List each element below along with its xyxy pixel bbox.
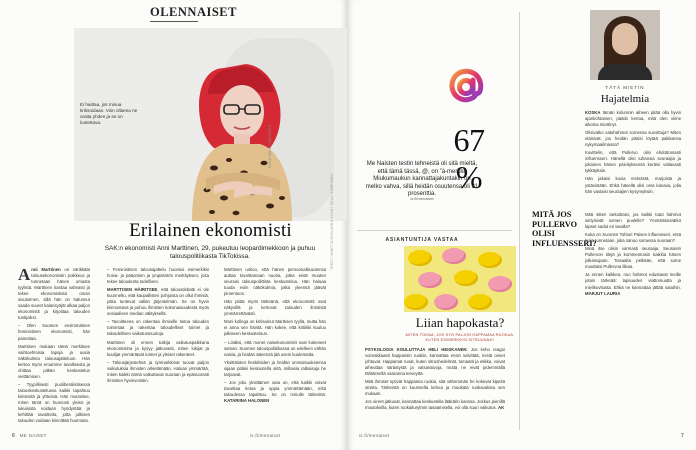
column-paragraph: KOSKA tämän kolumnin aiheen pitää olla hyvin ajankohtainen, päätin kertoa, mitä olen viime aikoina miettinyt.: [585, 110, 681, 128]
column-title: Hajatelmia: [600, 93, 650, 105]
section-rule: [150, 21, 198, 22]
column-kicker: TÄTÄ MIETIN: [605, 85, 645, 90]
pull-quote: MITÄ JOS PULLERVO OLISI INFLUENSSERI?: [532, 210, 597, 248]
column-paragraph: Minä itse olisin varmasti seuraaja. Seuraisin Pullervon tilejä ja kommentoisin kaikkia hänen julkaisujaan. Toisaalta pelkään, että some muuttaisi Pullervoa liikaa.: [585, 246, 681, 270]
article-column-1: [18, 267, 90, 425]
lemon-icon: [418, 272, 442, 288]
answer-signature: AK: [498, 405, 505, 411]
article-column-2: [107, 267, 209, 425]
percentage-figure: 67 %: [453, 122, 485, 195]
question-title: Liian hapokasta?: [415, 315, 505, 330]
author-signature: KATARIINA HALONEN: [224, 397, 270, 403]
column-paragraph: Anni Marttinen on värikkäät talousekonomistin poikkeus ja tunnetaan hänen omasta tyylistä. Marttinen kantaa vahvasti ja tekee ekonomistista oman sivutoimen, sillä hän on halunnut saada suuret kalansyöjät alkaa paljon ekonomistit ja kirjoittaa talouden tuntijoiksi.: [18, 267, 90, 321]
column-paragraph: – Talousjärjestelmä ja työmarkkinat tuovat paljon vaikutuksia ihmisten arkielämään. Haluan ymmärtää, miten kaikki nämä vaikuttavat suoraan ja epäsuorasti ihmisten hyvinvointiin.: [107, 359, 209, 383]
lemon-illustration: [404, 246, 516, 312]
column-divider: [519, 12, 520, 430]
photo-caption: Ei haittaa, jos minua kritisoidaan. Voin ollaena ne oraita yhden ja se on luotettava.: [80, 102, 138, 125]
folio-url-left: is.fi/menaiset: [250, 433, 281, 438]
question-subtitle: MITEN TOIMIA, JOS SYÖ PALJON HAPPAMAA RUOKAA, KUTEN ESIMERKIKSI SITRUUNAA?: [405, 333, 515, 342]
at-sign-icon: [442, 63, 490, 111]
percentage-text: Me Naisten testin tehneistä oli sitä mieltä, että tämä tässä, @, on ”á-merkki. Miukumaukun kannattajakuntakin on melko vahva, sillä heidän osuutensa oli 31 prosenttia.: [365, 161, 479, 197]
article-headline: Erilainen ekonomisti: [129, 220, 292, 241]
column-paragraph: PSYKOLOGIA KOULUTTAJA HELI HEISKANEN: Jos keho reagoi voimakkaasti happamiin ruokiin, kannattaa ensin selvittää, mistä oireet johtuvat. Happamat ruoat, kuten sitrushedelmät, tomaatit ja etikka, voivat aiheuttaa närästystä ja vatsavaivoja, mutta ne eivät pidemmällä tähtäimellä vaaranna terveyttä.: [365, 347, 505, 377]
left-page: [0, 0, 347, 450]
column-paragraph: Kuvittelin, että Pullervo olisi ehdottomasti influensseri. Hänellä olisi tuhansia seuraajia ja jokainen hänen päivityksensä keräisi valtavasti tykkäyksiä.: [585, 150, 681, 174]
columnist-photo: [590, 10, 660, 80]
column-paragraph: Hän pitää myös tärkeänä, että ekonomistit ovat näkyvillä ja kertovat talouden ilmiöistä ymmärrettävästi.: [224, 299, 326, 317]
lemon-icon: [434, 294, 458, 310]
column-paragraph: – Jos joku yksittäinen asia on, että kaikki voivat tavoittaa tietoa ja oppia ymmärtämään, mitä taloudessa tapahtuu. Se on minulle tärkeintä. KATARIINA HALONEN: [224, 379, 326, 403]
essay-signature: MARJUT LAURIA: [585, 290, 621, 296]
column-paragraph: MARTTISEN HÄIRITSEE, että talousdebatti ei ole kuunneltu, että kaupallisten pohjoista on ollut ihmisiä, jotka tuntevat vallan järjestelmän. Se on hyvin kiinnostava ja puhuu ihmisten kokonaisuudesta myös sosiaalisen median välityksellä.: [107, 287, 209, 317]
column-paragraph: – Lisäksi, että monet naisekonomistit ovat kokeneet saman. Suomen talouspolitiikassa on edelleen vähän naisia, ja heidän äänensä jää usein kuulematta.: [224, 339, 326, 357]
right-page: [347, 0, 696, 450]
lemon-icon: [478, 252, 502, 268]
drop-cap: A: [18, 267, 31, 284]
essay-bottom: [585, 212, 681, 427]
lemon-icon: [488, 276, 512, 292]
folio-left: 6 ME NAISET: [12, 433, 47, 439]
column-paragraph: – Tavoitteena on rakentaa ihmisille tietoa talouden toimintaa ja rakentaa taloudelliset toimet ja taloudellisen vaikutusmuotoja.: [107, 319, 209, 337]
side-credit: TEKSTI MARTTA KOIVUNEN KUVAT NELLI KAMPINEN: [330, 173, 334, 270]
column-paragraph: Yksittäisten henkilöiden ja heidän ominaisuuksiensa sijaan pitäisi keskustella siitä, millaisia ratkaisuja he tarjoavat.: [224, 359, 326, 377]
column-paragraph: Kuka on Suomen Tohtori Paisen influensseri, entä kuka tunnetaan, joka sanoo somessa suoraan?: [585, 232, 681, 244]
folio-url-right: is.fi/menaiset: [359, 433, 390, 438]
percentage-source: is.fi/menaiset: [410, 196, 434, 201]
lemon-icon: [408, 250, 432, 266]
lemon-icon: [404, 294, 428, 310]
section-label: OLENNAISET: [150, 5, 237, 19]
lemon-icon: [454, 270, 478, 286]
column-paragraph: Mitä sitten tarkoittaisi, jos kaikki tutut hahmot siirtyisivät somen puolelle? Ymmärtäisivätkö lapset sadut eri tavalla?: [585, 212, 681, 230]
column-paragraph: Hän jakaisi kuvia metsästä, marjoista ja ystävistään. Ehkä hänellä olisi oma kanava, jolla hän vastaisi seuraajien kysymyksiin.: [585, 176, 681, 194]
column-paragraph: Marttinen oli ennen tutkija vaikutuspaikkana ekonomistina ja kysyy jatkuvasti, miten lukijat ja kuulijat ymmärtävät toimet ja yleiset rakenteet.: [107, 339, 209, 357]
column-paragraph: Moni kollega on kritisoinut Marttisen tyyliä, mutta hän ei anna sen häiritä. Hän kokee, että kritiikki kuuluu julkiseen keskusteluun.: [224, 319, 326, 337]
folio-right: 7: [681, 433, 685, 439]
article-subhead: SAK:n ekonomisti Anni Marttinen, 29, pukeutuu leopardimekkoon ja puhuu talouspolitiikasta TikTokissa.: [104, 245, 316, 260]
column-paragraph: Jos oireet jatkuvat, kannattaa keskustella lääkärin kanssa. Joskus pienillä muutoksilla, kuten ruokailurytmin tasaamisella, voi olla suuri vaikutus. AK: [365, 399, 505, 411]
column-paragraph: Ja ennen kaikkea, nuo hahmot edustavat meille jotain tärkeää: lapsuuden viattomuutta ja mielikuvitusta. Ehkä ne kannattaa jättää satuihin. MARJUT LAURIA: [585, 272, 681, 296]
column-paragraph: Mitä ihmiset syövät happamia ruokia, sitä vähemmän he kokevat kipeitä oireita. Tärkeintä on kuunnella kehoa ja muokata ruokavaliota sen mukaan.: [365, 379, 505, 397]
column-paragraph: Olisivatko satuhahmot somessa suosittuja? Miten eläisivät, jos heidän pitäisi löytää paikkansa nykymaailmassa?: [585, 130, 681, 148]
lemon-icon: [442, 248, 466, 264]
column-paragraph: Marttinen mukaan tämä merkitsee vaihtoehtoisia tapoja ja uusia näkökulmia talousajatteluun. Hän kertoo myös eroamme tavallisesta ja ohittaa pitkän keskustelun viettämisen.: [18, 343, 90, 379]
photo-credit: KUVA NELLI KAMPINEN: [268, 124, 272, 168]
column-paragraph: – Feministinen talousajattelu huomioi esimerkiksi hoiva- ja pääomien ja ympäristön merkityksen, joka tekee taloudesta todellisen.: [107, 267, 209, 285]
expert-answer: [365, 347, 505, 427]
expert-label: ASIANTUNTIJA VASTAA: [385, 237, 459, 243]
article-column-3: [224, 267, 326, 425]
section-divider: [357, 230, 512, 231]
column-paragraph: – Olen Suomen ensimmäinen feministinen ekonomisti, hän painottaa.: [18, 323, 90, 341]
column-paragraph: – Tyypillisesti puoliberalistisessa talouskeskustelussa kaikki tapahtuu kiinteistä ja yhteisiä. Hän muistelee, miten tämä on huonosti yleisö ja lukuisista voidaan hyödyntää ja kehittää tavoitteita, jotta julkisen talouden voidaan kiinnittää huomiota.: [18, 381, 90, 424]
essay-top: [585, 110, 681, 208]
lemon-icon: [468, 294, 492, 310]
column-paragraph: Marttinen uskoo, että hänen persoonallisuutensa auttaa tavoittamaan nuoria, jotka eivät muuten seuraisi talouspoliittista keskustelua. Hän haluaa tuoda esiin näkökulmia, jotka yleensä jäävät pimentoon.: [224, 267, 326, 297]
